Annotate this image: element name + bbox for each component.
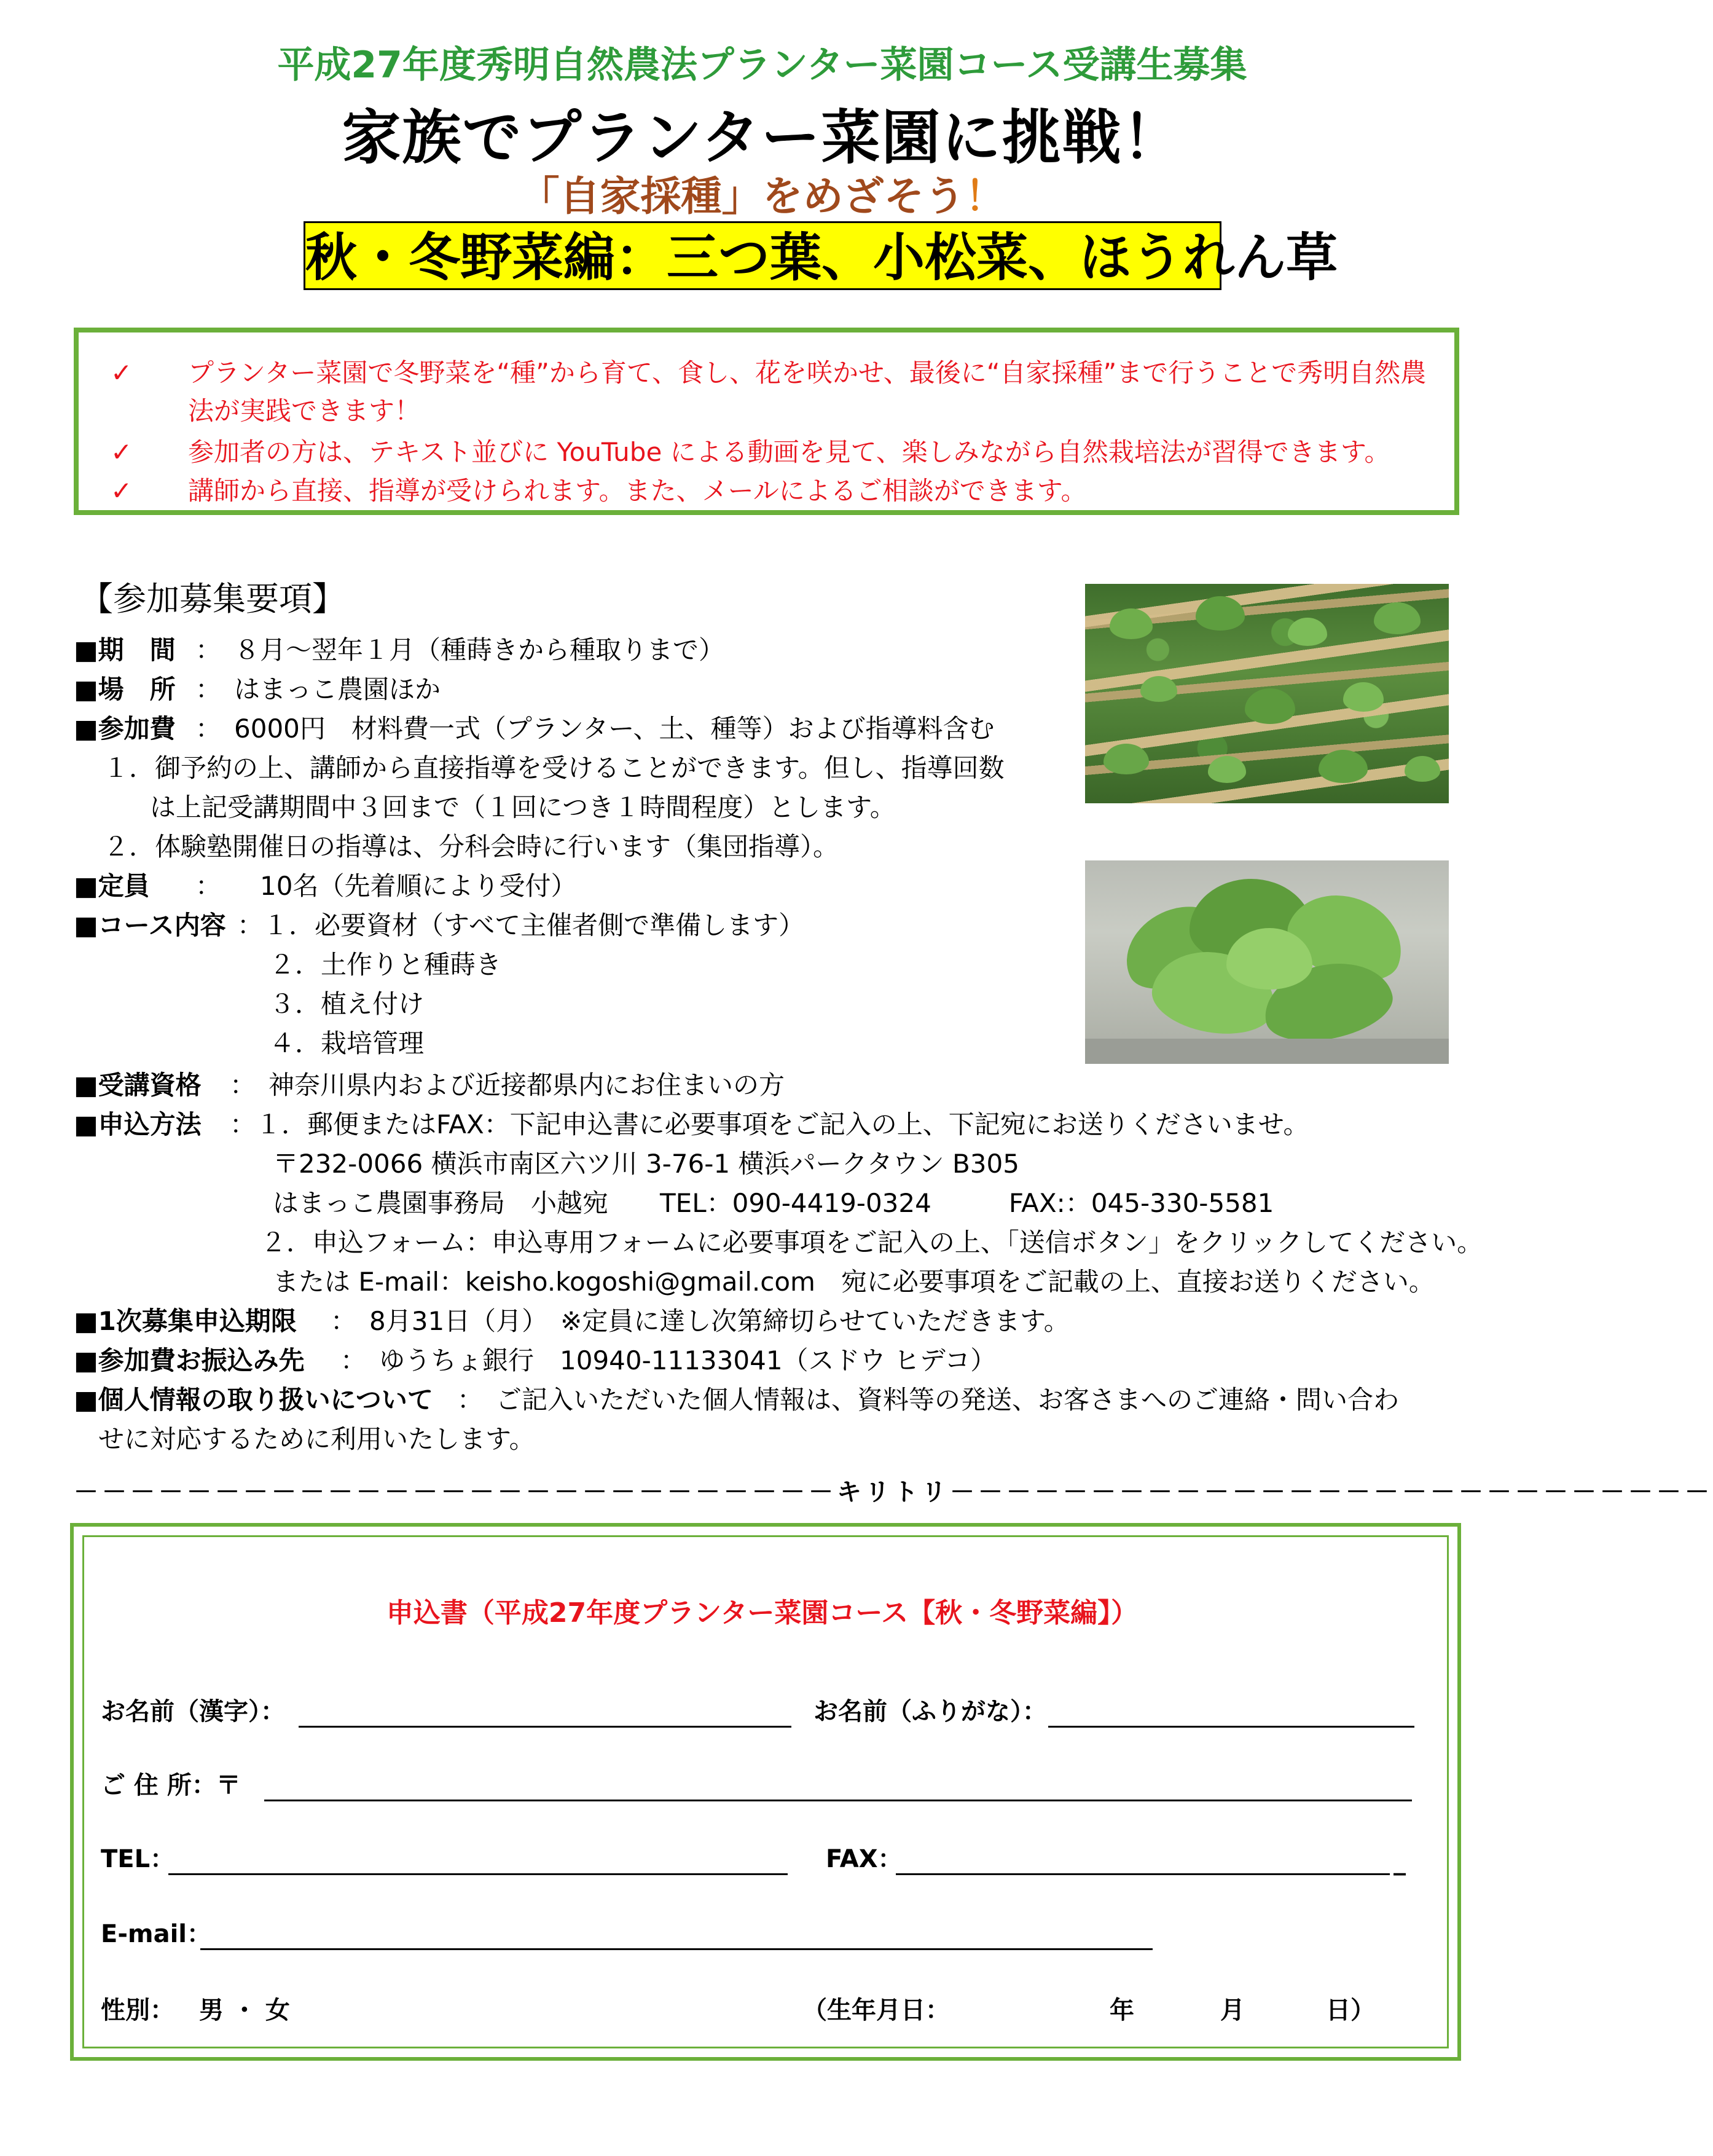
fee-value: ： 6000円 材料費一式（プランター、土、種等）および指導料含む (195, 714, 995, 744)
feature-box (74, 328, 1459, 515)
fee-note-continued: は上記受講期間中３回まで（１回につき１時間程度）とします。 (150, 792, 896, 822)
gender-options[interactable]: 男 ・ 女 (199, 1996, 290, 2024)
course-item: ２．土作りと種蒔き (269, 950, 502, 980)
komatsuna-plant-photo (1085, 860, 1449, 1064)
eligibility-label: ■受講資格 (74, 1070, 202, 1100)
period-label: ■期 間 (74, 635, 176, 665)
place-row (74, 671, 176, 708)
feature-text: 講師から直接、指導が受けられます。また、メールによるご相談ができます。 (188, 476, 1087, 506)
payment-value: ： ゆうちょ銀行 10940-11133041（スドウ ヒデコ） (340, 1345, 997, 1375)
deadline-row (74, 1303, 297, 1340)
period-value: ： ８月～翌年１月（種蒔きから種取りまで） (195, 635, 725, 665)
fee-row (74, 710, 176, 747)
check-icon: ✓ (111, 437, 133, 467)
fax-label: FAX： (826, 1845, 903, 1873)
cut-line: －－－－－－－－－－－－－－－－－－－－－－－－－－－キリトリ－－－－－－－－－－－－－－－－－－－－－－－－－－－ (74, 1478, 1713, 1506)
fee-label: ■参加費 (74, 714, 176, 744)
place-label: ■場 所 (74, 674, 176, 704)
name-kana-label: お名前（ふりがな）： (813, 1698, 1047, 1726)
requirements-heading: 【参加募集要項】 (80, 580, 345, 618)
birth-day-unit: 日） (1326, 1996, 1375, 2024)
email-field[interactable] (200, 1948, 1153, 1950)
privacy-label: ■個人情報の取り扱いについて (74, 1385, 433, 1415)
course-item: ３．植え付け (269, 989, 425, 1019)
course-label: ■コース内容 (74, 910, 226, 940)
topics-banner: 秋・冬野菜編：三つ葉、小松菜、ほうれん草 (304, 221, 1221, 290)
capacity-label: ■定員 (74, 871, 150, 901)
address-field[interactable] (264, 1800, 1412, 1801)
check-icon: ✓ (111, 358, 133, 388)
place-value: ： はまっこ農園ほか (195, 674, 441, 704)
name-kana-field[interactable] (1048, 1726, 1414, 1728)
apply-address: 〒232-0066 横浜市南区六ツ川 3-76-1 横浜パークタウン B305 (273, 1149, 1019, 1179)
apply-method-1: ：１．郵便またはFAX：下記申込書に必要事項をご記入の上、下記宛にお送りくださいませ。 (230, 1109, 1309, 1139)
capacity-value: ： 10名（先着順により受付） (195, 871, 577, 901)
feature-text: 法が実践できます！ (188, 396, 421, 426)
fee-note: １．御予約の上、講師から直接指導を受けることができます。但し、指導回数 (103, 753, 1005, 783)
feature-text: プランター菜園で冬野菜を“種”から育て、食し、花を咲かせ、最後に“自家採種”まで行うことで秀明自然農 (188, 358, 1427, 388)
page-headline: 家族でプランター菜園に挑戦！ (342, 103, 1183, 172)
deadline-value: ： 8月31日（月） ※定員に達し次第締切らせていただきます。 (331, 1306, 1070, 1336)
address-label: ご 住 所：〒 (101, 1771, 241, 1800)
fee-note: ２．体験塾開催日の指導は、分科会時に行います（集団指導）。 (103, 832, 839, 862)
apply-email: または E-mail：keisho.kogoshi@gmail.com 宛に必要事項をご記載の上、直接お送りください。 (273, 1267, 1435, 1297)
email-label: E-mail： (101, 1920, 212, 1948)
privacy-value: ： ご記入いただいた個人情報は、資料等の発送、お客さまへのご連絡・問い合わ (457, 1385, 1400, 1415)
apply-row (74, 1106, 202, 1143)
tagline-mark: ！ (965, 173, 1006, 220)
eligibility-value: ： 神奈川県内および近接都県内にお住まいの方 (230, 1070, 785, 1100)
payment-row (74, 1342, 305, 1379)
feature-text: 参加者の方は、テキスト並びに YouTube による動画を見て、楽しみながら自然栽培法が習得できます。 (188, 437, 1390, 467)
privacy-row (74, 1382, 433, 1418)
gender-label: 性別： (101, 1996, 174, 2024)
birth-date-label: （生年月日： (802, 1996, 950, 2024)
course-subtitle: 平成27年度秀明自然農法プランター菜園コース受講生募集 (277, 44, 1247, 87)
payment-label: ■参加費お振込み先 (74, 1345, 305, 1375)
privacy-value-continued: せに対応するために利用いたします。 (98, 1424, 535, 1454)
course-row (74, 907, 226, 944)
birth-year-unit: 年 (1110, 1996, 1134, 2024)
apply-label: ■申込方法 (74, 1109, 202, 1139)
apply-office: はまっこ農園事務局 小越宛 TEL：090-4419-0324 FAX:：045-330-5581 (273, 1188, 1274, 1218)
form-title: 申込書（平成27年度プランター菜園コース【秋・冬野菜編】） (386, 1597, 1139, 1629)
course-item: ４．栽培管理 (269, 1028, 425, 1058)
tel-field[interactable] (168, 1873, 788, 1875)
period-row (74, 632, 176, 669)
capacity-row (74, 868, 150, 905)
birth-month-unit: 月 (1220, 1996, 1245, 2024)
tel-label: TEL： (101, 1845, 175, 1873)
course-item: ：１．必要資材（すべて主催者側で準備します） (237, 910, 805, 940)
check-icon: ✓ (111, 476, 133, 506)
seedlings-photo (1085, 584, 1449, 803)
fax-trailing-mark: _ (1394, 1847, 1406, 1876)
tagline-text: 「自家採種」をめざそう (519, 173, 965, 220)
deadline-label: ■1次募集申込期限 (74, 1306, 297, 1336)
eligibility-row (74, 1067, 202, 1104)
name-kanji-field[interactable] (299, 1726, 791, 1728)
tagline (0, 163, 1524, 222)
apply-method-2: ２．申込フォーム：申込専用フォームに必要事項をご記入の上、「送信ボタン」をクリックしてください。 (261, 1227, 1483, 1257)
fax-field[interactable] (896, 1873, 1390, 1875)
name-kanji-label: お名前（漢字）： (101, 1698, 285, 1726)
